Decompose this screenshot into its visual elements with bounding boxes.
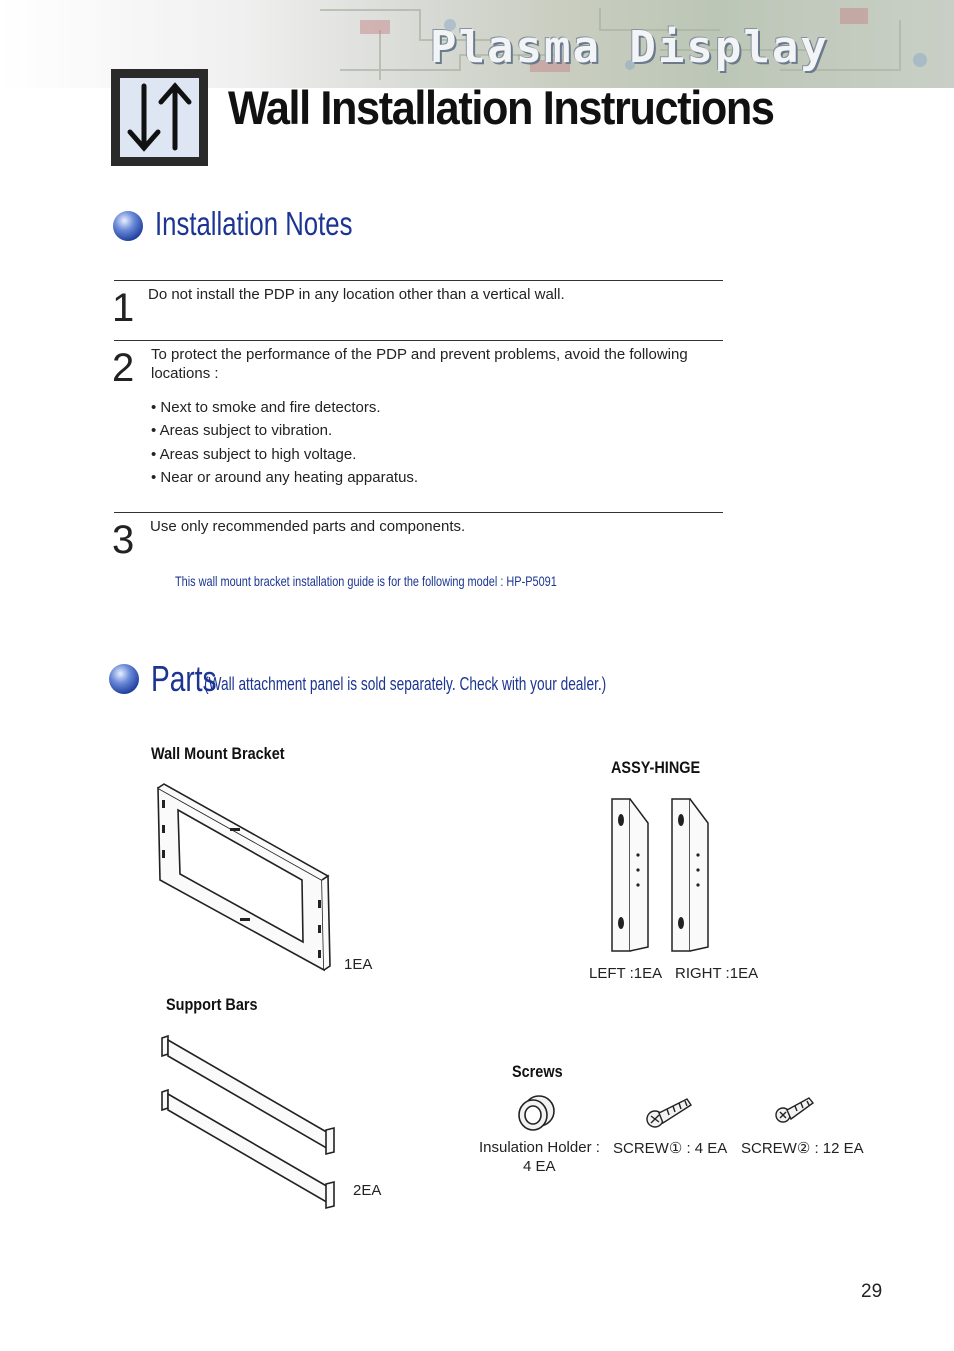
support-bars-label: Support Bars <box>166 995 258 1014</box>
support-bars-illustration <box>158 1034 338 1212</box>
divider <box>114 512 723 513</box>
screw-2-qty: SCREW② : 12 EA <box>741 1140 864 1157</box>
list-item: • Next to smoke and fire detectors. <box>151 399 381 416</box>
step-number: 3 <box>112 518 135 562</box>
insulation-holder-qty: 4 EA <box>523 1158 556 1175</box>
step-number: 1 <box>112 286 135 330</box>
wall-mount-bracket-qty: 1EA <box>344 956 373 973</box>
divider <box>114 280 723 281</box>
wall-mount-bracket-label: Wall Mount Bracket <box>151 744 285 763</box>
assy-hinge-right-qty: RIGHT :1EA <box>675 965 759 982</box>
wall-mount-bracket-illustration <box>150 780 335 975</box>
support-bars-qty: 2EA <box>353 1182 382 1199</box>
divider <box>114 340 723 341</box>
list-item: • Areas subject to high voltage. <box>151 446 357 463</box>
page-title: Wall Installation Instructions <box>228 81 774 134</box>
screw-1-icon <box>645 1095 693 1129</box>
assy-hinge-left-qty: LEFT :1EA <box>589 965 663 982</box>
section-bullet-icon <box>113 211 143 241</box>
assy-hinge-label: ASSY-HINGE <box>611 758 701 777</box>
installation-notes-title: Installation Notes <box>155 205 353 242</box>
screw-1-qty: SCREW① : 4 EA <box>613 1140 728 1157</box>
up-down-arrows-icon <box>111 69 208 166</box>
insulation-holder-label: Insulation Holder : <box>479 1139 600 1156</box>
step-text: Do not install the PDP in any location other than a vertical wall. <box>148 286 565 303</box>
step-text: To protect the performance of the PDP and prevent problems, avoid the following locations : <box>151 346 688 382</box>
list-item: • Areas subject to vibration. <box>151 422 333 439</box>
model-note: This wall mount bracket installation guide is for the following model : HP-P5091 <box>175 573 557 589</box>
brand-title: Plasma Display <box>430 22 829 73</box>
page-number: 29 <box>861 1281 883 1302</box>
screws-label: Screws <box>512 1062 563 1081</box>
section-bullet-icon <box>109 664 139 694</box>
assy-hinge-illustration <box>608 795 723 955</box>
list-item: • Near or around any heating apparatus. <box>151 469 419 486</box>
step-text: Use only recommended parts and components. <box>150 518 466 535</box>
step-number: 2 <box>112 346 135 390</box>
parts-title: Parts <box>151 658 217 699</box>
screw-2-icon <box>773 1095 815 1125</box>
insulation-holder-icon <box>515 1093 557 1135</box>
parts-subtitle: (Wall attachment panel is sold separately. Check with your dealer.) <box>204 674 607 694</box>
